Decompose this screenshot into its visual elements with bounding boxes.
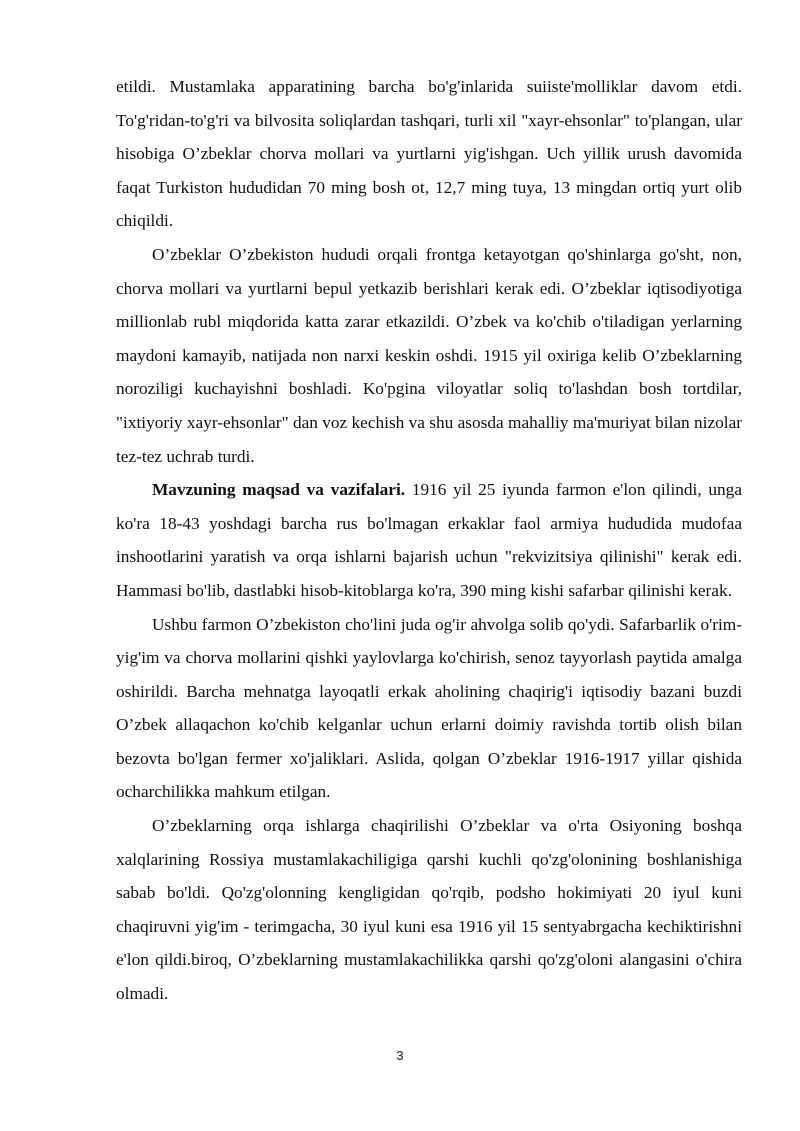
section-heading: Mavzuning maqsad va vazifalari.: [152, 480, 406, 500]
paragraph-1: [116, 70, 742, 238]
page-number: 3: [396, 1048, 404, 1063]
paragraph-3: [116, 473, 742, 607]
paragraph-4-text: Ushbu farmon O’zbekiston cho'lini juda og'ir ahvolga solib qo'ydi. Safarbarlik o'rim-yig'im va chorva mollarini qishki yaylovlarga ko'chirish, senoz tayyorlash paytida amalga oshirildi. Barcha mehnatga layoqatli erkak aholining chaqirig'i iqtisodiy bazani buzdi O’zbek allaqachon ko'chib kelganlar uchun erlarni doimiy ravishda tortib olish bilan bezovta bo'lgan fermer xo'jaliklari. Aslida, qolgan O’zbeklar 1916-1917 yillar qishida ocharchilikka mahkum etilgan.: [116, 614, 742, 802]
paragraph-1-text: etildi. Mustamlaka apparatining barcha bo'g'inlarida suiiste'molliklar davom etdi. To'g'ridan-to'g'ri va bilvosita soliqlardan tashqari, turli xil "xayr-ehsonlar" to'plangan, ular hisobiga O’zbeklar chorva mollari va yurtlarni yig'ishgan. Uch yillik urush davomida faqat Turkiston hududidan 70 ming bosh ot, 12,7 ming tuya, 13 mingdan ortiq yurt olib chiqildi.: [116, 77, 742, 231]
paragraph-5-text: O’zbeklarning orqa ishlarga chaqirilishi O’zbeklar va o'rta Osiyoning boshqa xalqlarining Rossiya mustamlakachiligiga qarshi kuchli qo'zg'olonining boshlanishiga sabab bo'ldi. Qo'zg'olonning kengligidan qo'rqib, podsho hokimiyati 20 iyul kuni chaqiruvni yig'im - terimgacha, 30 iyul kuni esa 1916 yil 15 sentyabrgacha kechiktirishni e'lon qildi.biroq, O’zbeklarning mustamlakachilikka qarshi qo'zg'oloni alangasini o'chira olmadi.: [116, 816, 742, 1004]
paragraph-5: [116, 809, 742, 1011]
paragraph-3-text: 1916 yil 25 iyunda farmon e'lon qilindi, unga ko'ra 18-43 yoshdagi barcha rus bo'lmagan erkaklar faol armiya hududida mudofaa inshootlarini yaratish va orqa ishlarni bajarish uchun "rekvizitsiya qilinishi" kerak edi. Hammasi bo'lib, dastlabki hisob-kitoblarga ko'ra, 390 ming kishi safarbar qilinishi kerak.: [116, 480, 742, 600]
paragraph-2-text: O’zbeklar O’zbekiston hududi orqali frontga ketayotgan qo'shinlarga go'sht, non, chorva mollari va yurtlarni bepul yetkazib berishlari kerak edi. O’zbeklar iqtisodiyotiga millionlab rubl miqdorida katta zarar etkazildi. O’zbek va ko'chib o'tiladigan yerlarning maydoni kamayib, natijada non narxi keskin oshdi. 1915 yil oxiriga kelib O’zbeklarning noroziligi kuchayishni boshladi. Ko'pgina viloyatlar soliq to'lashdan bosh tortdilar, "ixtiyoriy xayr-ehsonlar" dan voz kechish va shu asosda mahalliy ma'muriyat bilan nizolar tez-tez uchrab turdi.: [116, 244, 742, 466]
paragraph-4: [116, 608, 742, 810]
document-page: [116, 70, 742, 1011]
paragraph-2: [116, 238, 742, 473]
